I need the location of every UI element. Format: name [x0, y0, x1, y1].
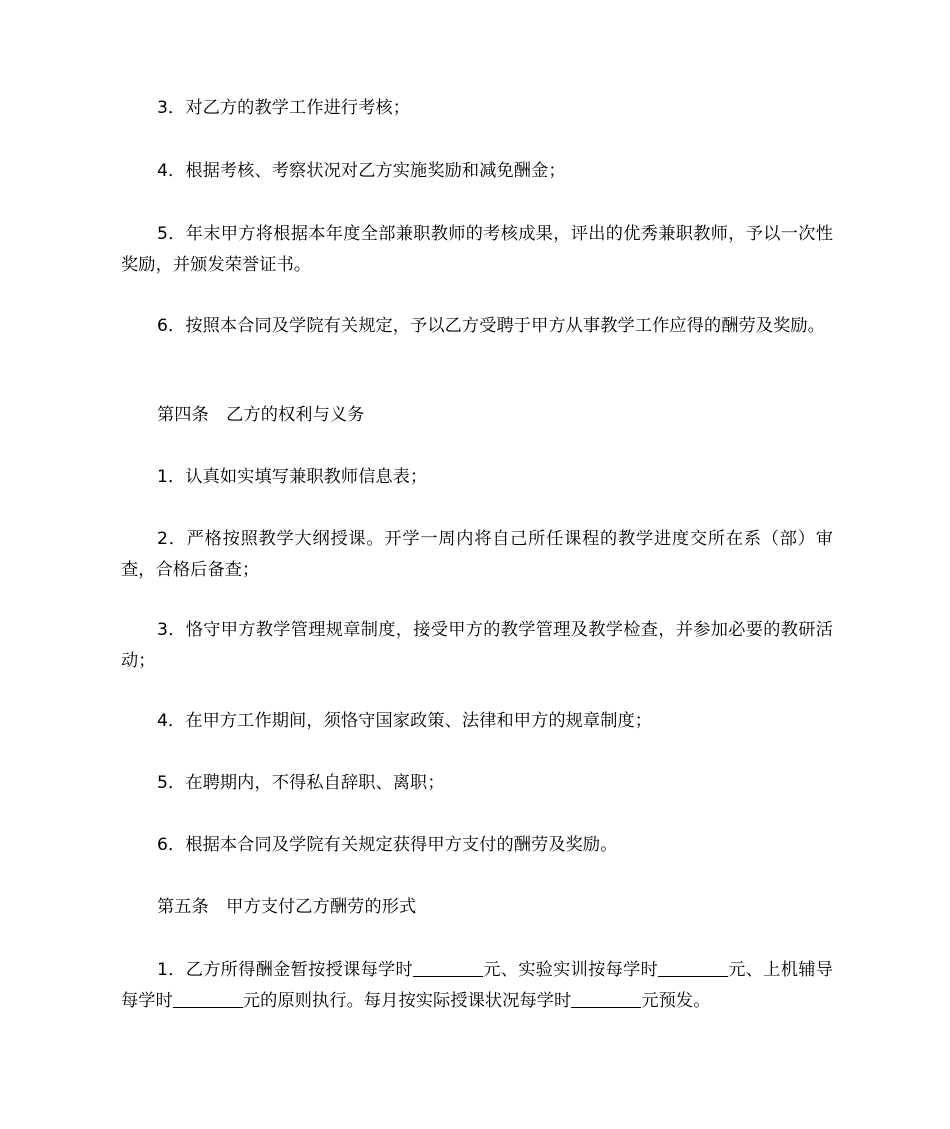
paragraph-payment-1 — [121, 955, 833, 1017]
paragraph-obligation-6: 6．根据本合同及学院有关规定获得甲方支付的酬劳及奖励。 — [157, 835, 618, 855]
blank-line-computer-rate — [173, 987, 243, 1008]
payment-text-1: 1．乙方所得酬金暂按授课每学时 — [157, 960, 414, 980]
paragraph-duty-5: 5．年末甲方将根据本年度全部兼职教师的考核成果，评出的优秀兼职教师，予以一次性奖励，并颁发荣誉证书。 — [121, 224, 833, 275]
paragraph-duty-3: 3．对乙方的教学工作进行考核； — [157, 98, 411, 118]
payment-text-4: 元的原则执行。每月按实际授课状况每学时 — [242, 991, 572, 1011]
blank-line-advance-rate — [571, 987, 641, 1008]
paragraph-obligation-3: 3．恪守甲方教学管理规章制度，接受甲方的教学管理及教学检查，并参加必要的教研活动； — [121, 620, 833, 671]
blank-line-teaching-rate — [413, 956, 483, 977]
paragraph-obligation-2: 2．严格按照教学大纲授课。开学一周内将自己所任课程的教学进度交所在系（部）审查，合格后备查； — [121, 529, 833, 580]
paragraph-duty-4: 4．根据考核、考察状况对乙方实施奖励和减免酬金； — [157, 161, 566, 181]
paragraph-obligation-5: 5．在聘期内，不得私自辞职、离职； — [157, 773, 445, 793]
paragraph-obligation-1: 1．认真如实填写兼职教师信息表； — [157, 467, 428, 487]
paragraph-duty-6: 6．按照本合同及学院有关规定，予以乙方受聘于甲方从事教学工作应得的酬劳及奖励。 — [157, 316, 825, 336]
blank-line-lab-rate — [658, 956, 728, 977]
payment-text-3: 元、上机辅导每学时 — [121, 960, 833, 1011]
section-heading-article-5: 第五条 甲方支付乙方酬劳的形式 — [157, 897, 417, 917]
paragraph-obligation-4: 4．在甲方工作期间，须恪守国家政策、法律和甲方的规章制度； — [157, 711, 653, 731]
section-heading-article-4: 第四条 乙方的权利与义务 — [157, 405, 365, 425]
payment-text-5: 元预发。 — [641, 991, 711, 1011]
payment-text-2: 元、实验实训按每学时 — [483, 960, 659, 980]
